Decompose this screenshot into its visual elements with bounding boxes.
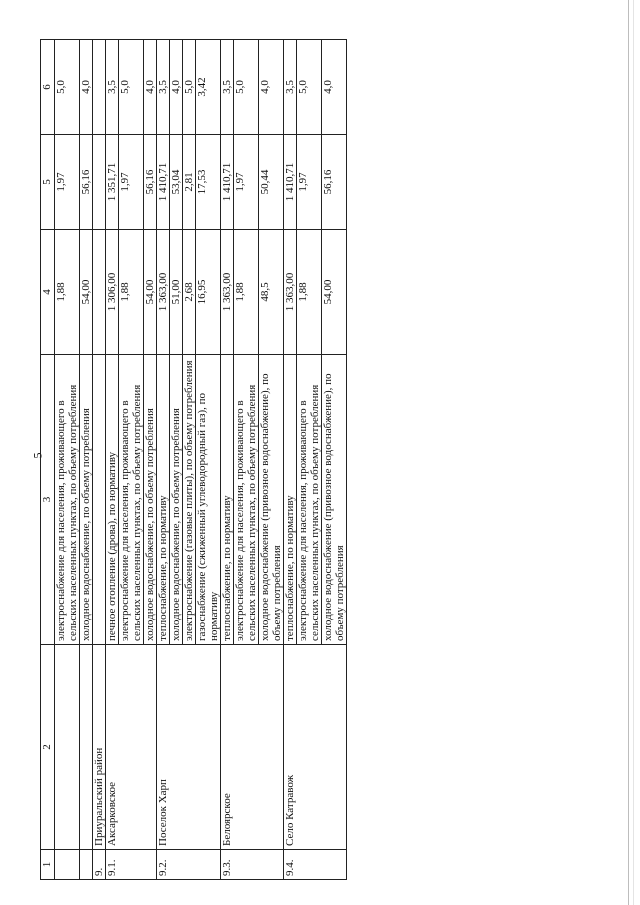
tariff-table bbox=[40, 39, 347, 880]
tariff-value: 50,44 bbox=[259, 135, 284, 230]
service-name: теплоснабжение, по нормативу bbox=[284, 355, 297, 645]
settlement-cell bbox=[80, 645, 93, 850]
service-row bbox=[80, 40, 93, 880]
tariff-value: 1 363,00 bbox=[284, 230, 297, 355]
row-number bbox=[80, 850, 93, 880]
growth-index: 5,0 bbox=[297, 40, 322, 135]
col-number: 6 bbox=[41, 40, 55, 135]
tariff-value: 2,81 bbox=[183, 135, 196, 230]
service-name: газоснабжение (сжиженный углеводородный газ), по нормативу bbox=[196, 355, 221, 645]
tariff-value: 1 363,00 bbox=[221, 230, 234, 355]
tariff-value: 54,00 bbox=[144, 230, 157, 355]
col-number: 5 bbox=[41, 135, 55, 230]
tariff-value: 54,00 bbox=[322, 230, 347, 355]
growth-index: 4,0 bbox=[259, 40, 284, 135]
tariff-value: 51,00 bbox=[170, 230, 183, 355]
tariff-value: 1,97 bbox=[55, 135, 80, 230]
settlement-name: Белоярское bbox=[221, 645, 284, 850]
service-name: электроснабжение для населения, проживающего в сельских населенных пунктах, по объему потребления bbox=[234, 355, 259, 645]
service-name: электроснабжение для населения, проживающего в сельских населенных пунктах, по объему потребления bbox=[297, 355, 322, 645]
service-name: теплоснабжение, по нормативу bbox=[221, 355, 234, 645]
rotated-table-container bbox=[40, 40, 622, 880]
settlement-name: Поселок Харп bbox=[157, 645, 221, 850]
service-row bbox=[55, 40, 80, 880]
col-number: 2 bbox=[41, 645, 55, 850]
tariff-value: 1,88 bbox=[297, 230, 322, 355]
settlement-name: Село Катравож bbox=[284, 645, 347, 850]
tariff-value: 56,16 bbox=[80, 135, 93, 230]
service-name: электроснабжение для населения, проживающего в сельских населенных пунктах, по объему потребления bbox=[119, 355, 144, 645]
growth-index: 4,0 bbox=[322, 40, 347, 135]
empty-cell bbox=[93, 230, 106, 355]
service-name: холодное водоснабжение, по объему потребления bbox=[80, 355, 93, 645]
tariff-value: 1,88 bbox=[234, 230, 259, 355]
service-name: холодное водоснабжение (привозное водоснабжение), по объему потребления bbox=[259, 355, 284, 645]
tariff-value: 1 306,00 bbox=[106, 230, 119, 355]
growth-index: 5,0 bbox=[55, 40, 80, 135]
column-number-row bbox=[41, 40, 55, 880]
tariff-value: 1 410,71 bbox=[284, 135, 297, 230]
region-row bbox=[93, 40, 106, 880]
service-name: холодное водоснабжение, по объему потребления bbox=[144, 355, 157, 645]
growth-index: 3,5 bbox=[221, 40, 234, 135]
tariff-value: 1,88 bbox=[55, 230, 80, 355]
tariff-value: 16,95 bbox=[196, 230, 221, 355]
growth-index: 3,5 bbox=[284, 40, 297, 135]
service-name: электроснабжение (газовые плиты), по объему потребления bbox=[183, 355, 196, 645]
col-number: 1 bbox=[41, 850, 55, 880]
tariff-value: 1 351,71 bbox=[106, 135, 119, 230]
empty-cell bbox=[93, 135, 106, 230]
tariff-value: 1 410,71 bbox=[157, 135, 170, 230]
service-row bbox=[106, 40, 119, 880]
region-number: 9. bbox=[93, 850, 106, 880]
growth-index: 5,0 bbox=[183, 40, 196, 135]
tariff-value: 1 410,71 bbox=[221, 135, 234, 230]
region-name: Приуральский район bbox=[93, 645, 106, 850]
settlement-cell bbox=[55, 645, 80, 850]
scan-edge bbox=[633, 0, 634, 905]
service-row bbox=[221, 40, 234, 880]
scan-edge bbox=[628, 0, 629, 905]
service-row bbox=[284, 40, 297, 880]
growth-index: 5,0 bbox=[234, 40, 259, 135]
col-number: 3 bbox=[41, 355, 55, 645]
growth-index: 5,0 bbox=[119, 40, 144, 135]
service-row bbox=[157, 40, 170, 880]
growth-index: 4,0 bbox=[144, 40, 157, 135]
tariff-value: 48,5 bbox=[259, 230, 284, 355]
service-name: теплоснабжение, по нормативу bbox=[157, 355, 170, 645]
tariff-value: 53,04 bbox=[170, 135, 183, 230]
page-number: 5 bbox=[30, 452, 45, 459]
service-name: электроснабжение для населения, проживающего в сельских населенных пунктах, по объему потребления bbox=[55, 355, 80, 645]
growth-index: 4,0 bbox=[170, 40, 183, 135]
growth-index: 3,5 bbox=[157, 40, 170, 135]
tariff-value: 1,97 bbox=[297, 135, 322, 230]
row-number bbox=[55, 850, 80, 880]
tariff-value: 56,16 bbox=[322, 135, 347, 230]
growth-index: 3,5 bbox=[106, 40, 119, 135]
growth-index: 3,42 bbox=[196, 40, 221, 135]
tariff-value: 56,16 bbox=[144, 135, 157, 230]
empty-cell bbox=[93, 40, 106, 135]
service-name: печное отопление (дрова), по нормативу bbox=[106, 355, 119, 645]
col-number: 4 bbox=[41, 230, 55, 355]
tariff-value: 2,68 bbox=[183, 230, 196, 355]
settlement-number: 9.3. bbox=[221, 850, 284, 880]
tariff-value: 1,88 bbox=[119, 230, 144, 355]
growth-index: 4,0 bbox=[80, 40, 93, 135]
tariff-value: 1,97 bbox=[234, 135, 259, 230]
settlement-number: 9.4. bbox=[284, 850, 347, 880]
settlement-name: Аксарковское bbox=[106, 645, 157, 850]
service-name: холодное водоснабжение, по объему потребления bbox=[170, 355, 183, 645]
tariff-value: 1,97 bbox=[119, 135, 144, 230]
settlement-number: 9.1. bbox=[106, 850, 157, 880]
empty-cell bbox=[93, 355, 106, 645]
tariff-value: 17,53 bbox=[196, 135, 221, 230]
service-name: холодное водоснабжение (привозное водоснабжение), по объему потребления bbox=[322, 355, 347, 645]
tariff-value: 54,00 bbox=[80, 230, 93, 355]
tariff-value: 1 363,00 bbox=[157, 230, 170, 355]
settlement-number: 9.2. bbox=[157, 850, 221, 880]
